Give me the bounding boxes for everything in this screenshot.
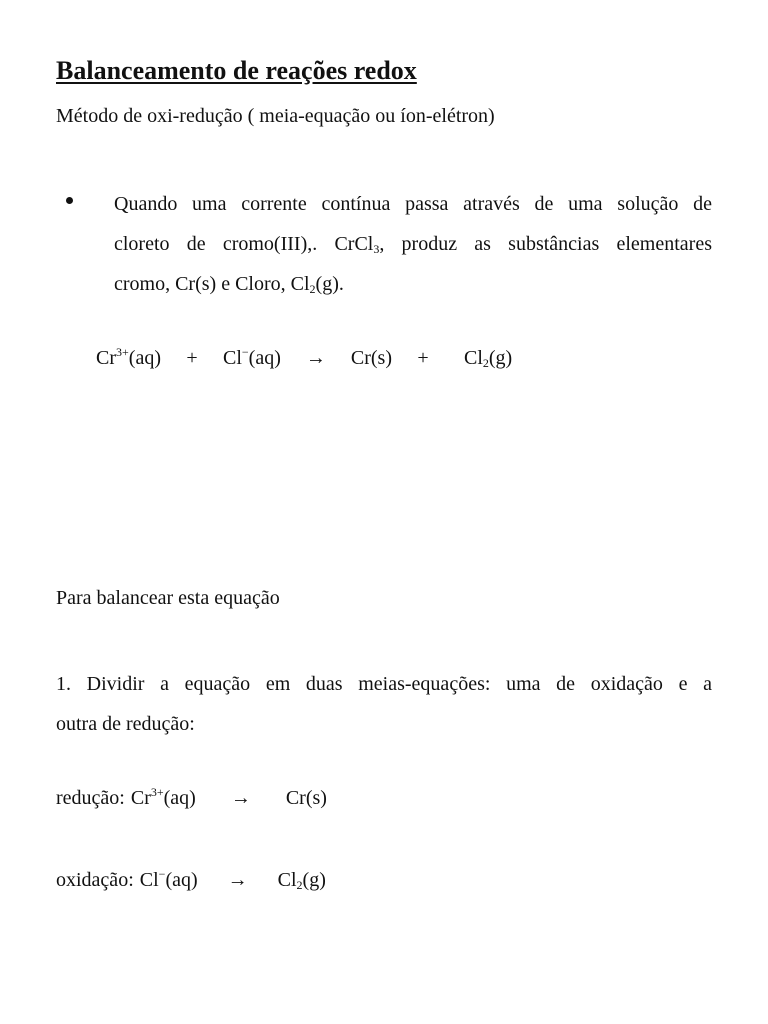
reduction-state: (aq) (163, 787, 196, 809)
eq-r2-charge: − (241, 345, 249, 359)
bullet-item (56, 184, 712, 304)
eq-p2-symbol: Cl (463, 347, 483, 369)
bullet-line-2 (114, 224, 712, 264)
eq-r1-charge: 3+ (116, 345, 129, 359)
step-1-line-1: 1. Dividir a equação em duas meias-equações: uma de oxidação e a (56, 673, 712, 695)
equation-reactant-2 (223, 347, 281, 370)
oxidation-arrow: → (227, 869, 248, 891)
oxidation-product (278, 869, 326, 892)
equation-product-2 (464, 347, 512, 370)
para-balance: Para balancear esta equação (56, 587, 280, 609)
oxidation-state: (aq) (165, 869, 198, 891)
bullet-line-3-pre: cromo, Cr(s) e Cloro, Cl (114, 273, 310, 295)
reduction-charge: 3+ (150, 785, 164, 799)
reduction-arrow: → (230, 787, 251, 809)
reduction-half-equation (56, 787, 327, 810)
page-title: Balanceamento de reações redox (56, 56, 417, 85)
bullet-line-2-post: , produz as substâncias elementares (379, 233, 712, 255)
oxidation-product-state: (g) (302, 869, 326, 891)
equation-reactant-1 (96, 347, 161, 370)
eq-p2-sub: 2 (482, 356, 489, 370)
eq-r1-symbol: Cr (96, 347, 116, 369)
reduction-product: Cr(s) (285, 787, 327, 809)
main-equation (96, 347, 512, 370)
eq-r2-state: (aq) (248, 347, 281, 369)
eq-p2-state: (g) (488, 347, 513, 369)
step-1-line-2: outra de redução: (56, 713, 195, 735)
bullet-icon (66, 197, 73, 204)
reduction-symbol: Cr (130, 787, 151, 809)
eq-r2-symbol: Cl (222, 347, 242, 369)
reduction-label: redução: (56, 787, 125, 809)
bullet-line-3-post: (g). (315, 273, 344, 295)
oxidation-species (140, 869, 198, 892)
reduction-species (131, 787, 196, 810)
bullet-line-3 (114, 264, 712, 304)
oxidation-label: oxidação: (56, 869, 134, 891)
bullet-text (114, 184, 712, 304)
equation-arrow: → (305, 347, 326, 369)
eq-r1-state: (aq) (128, 347, 161, 369)
equation-plus-2: + (417, 347, 429, 369)
bullet-line-2-pre: cloreto de cromo(III),. CrCl (114, 233, 374, 255)
equation-plus-1: + (186, 347, 198, 369)
equation-product-1: Cr(s) (350, 347, 392, 369)
bullet-line-3-sub: 2 (309, 282, 316, 296)
oxidation-product-sub: 2 (296, 878, 303, 892)
oxidation-product-symbol: Cl (277, 869, 297, 891)
oxidation-charge: − (158, 867, 166, 881)
oxidation-symbol: Cl (139, 869, 159, 891)
step-1 (56, 664, 712, 744)
oxidation-half-equation (56, 869, 326, 892)
bullet-line-1: Quando uma corrente contínua passa através de uma solução de (114, 193, 712, 215)
page-subtitle: Método de oxi-redução ( meia-equação ou íon-elétron) (56, 105, 495, 127)
bullet-line-2-sub: 3 (373, 242, 380, 256)
